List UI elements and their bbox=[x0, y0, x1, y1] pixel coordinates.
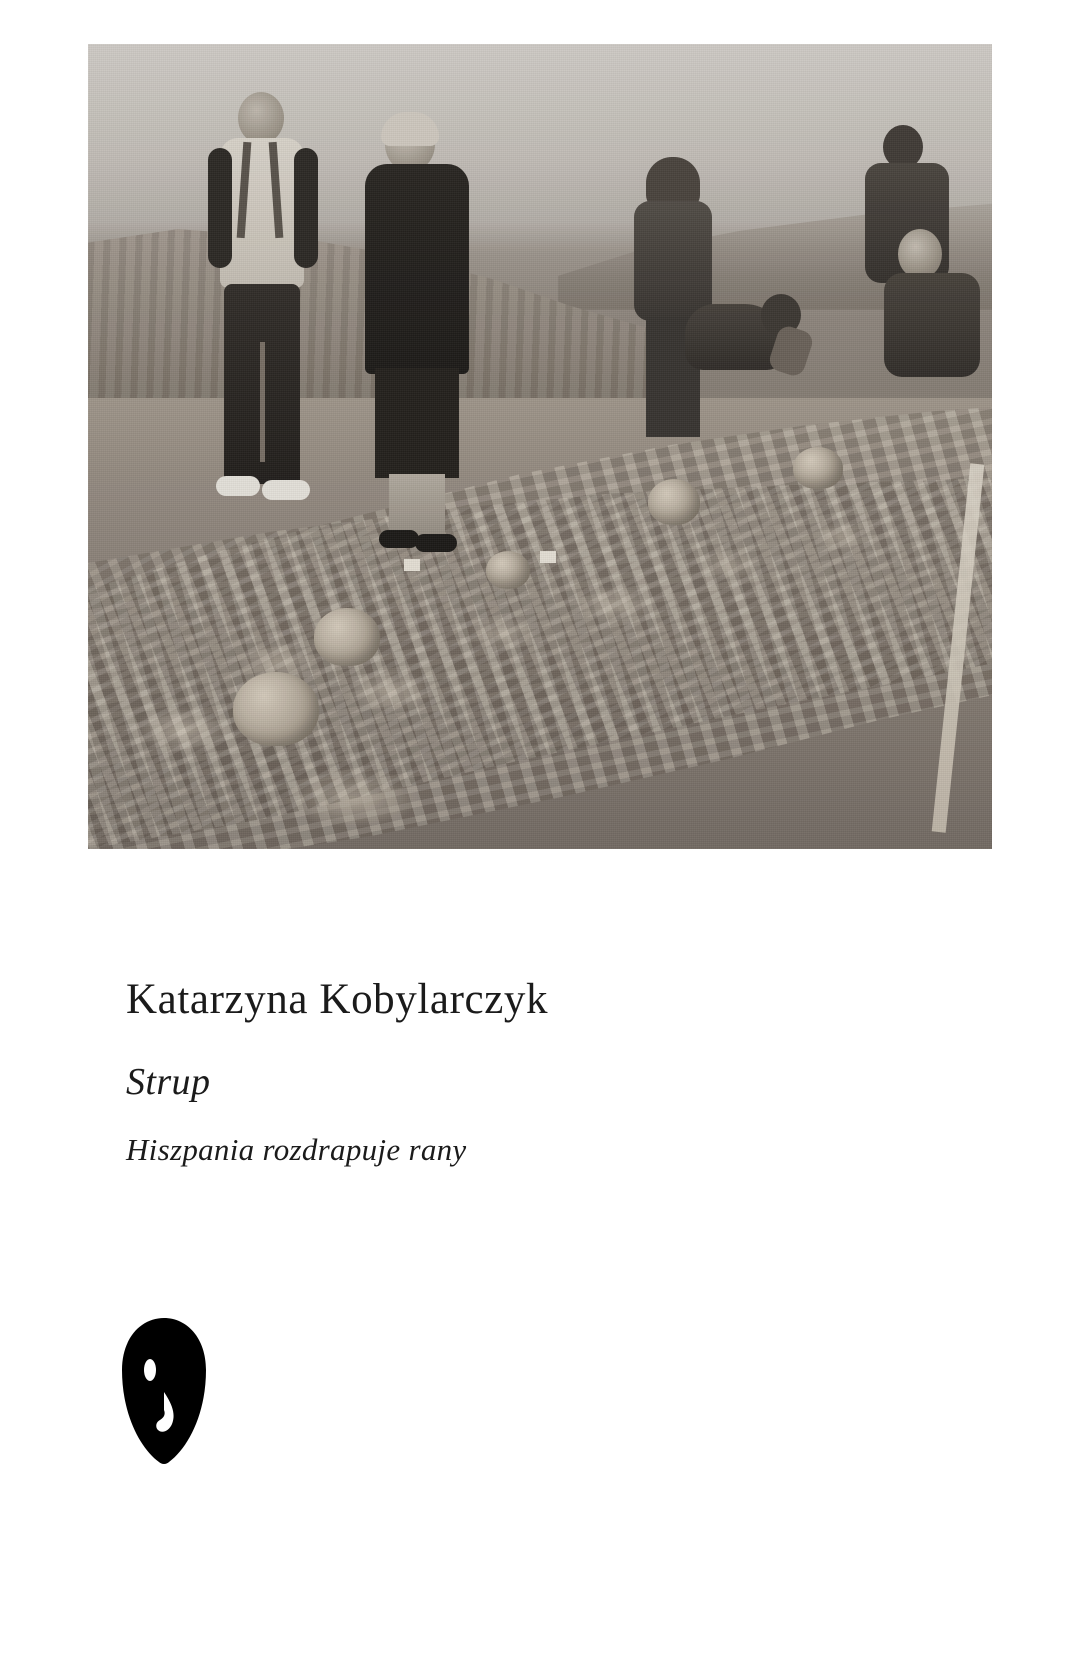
photo-figure-right-crouching bbox=[884, 229, 992, 406]
photo-excavation-marker bbox=[404, 559, 420, 571]
photo-figure-standing-man bbox=[206, 92, 318, 511]
book-title: Strup bbox=[126, 1060, 211, 1103]
photo-skull bbox=[648, 479, 700, 525]
photo-skull bbox=[314, 608, 380, 666]
photo-figure-standing-woman bbox=[359, 116, 475, 519]
photo-background bbox=[88, 44, 992, 849]
book-subtitle: Hiszpania rozdrapuje rany bbox=[126, 1131, 467, 1167]
publisher-logo-icon bbox=[122, 1318, 206, 1464]
photo-skull bbox=[793, 447, 843, 489]
cover-photograph bbox=[88, 44, 992, 849]
photo-skull bbox=[486, 551, 530, 589]
photo-skull bbox=[233, 672, 319, 746]
photo-figure-crouching-worker bbox=[685, 294, 815, 439]
photo-excavation-marker bbox=[540, 551, 556, 563]
cover-text-block bbox=[126, 975, 926, 1168]
author-name: Katarzyna Kobylarczyk bbox=[126, 976, 549, 1023]
